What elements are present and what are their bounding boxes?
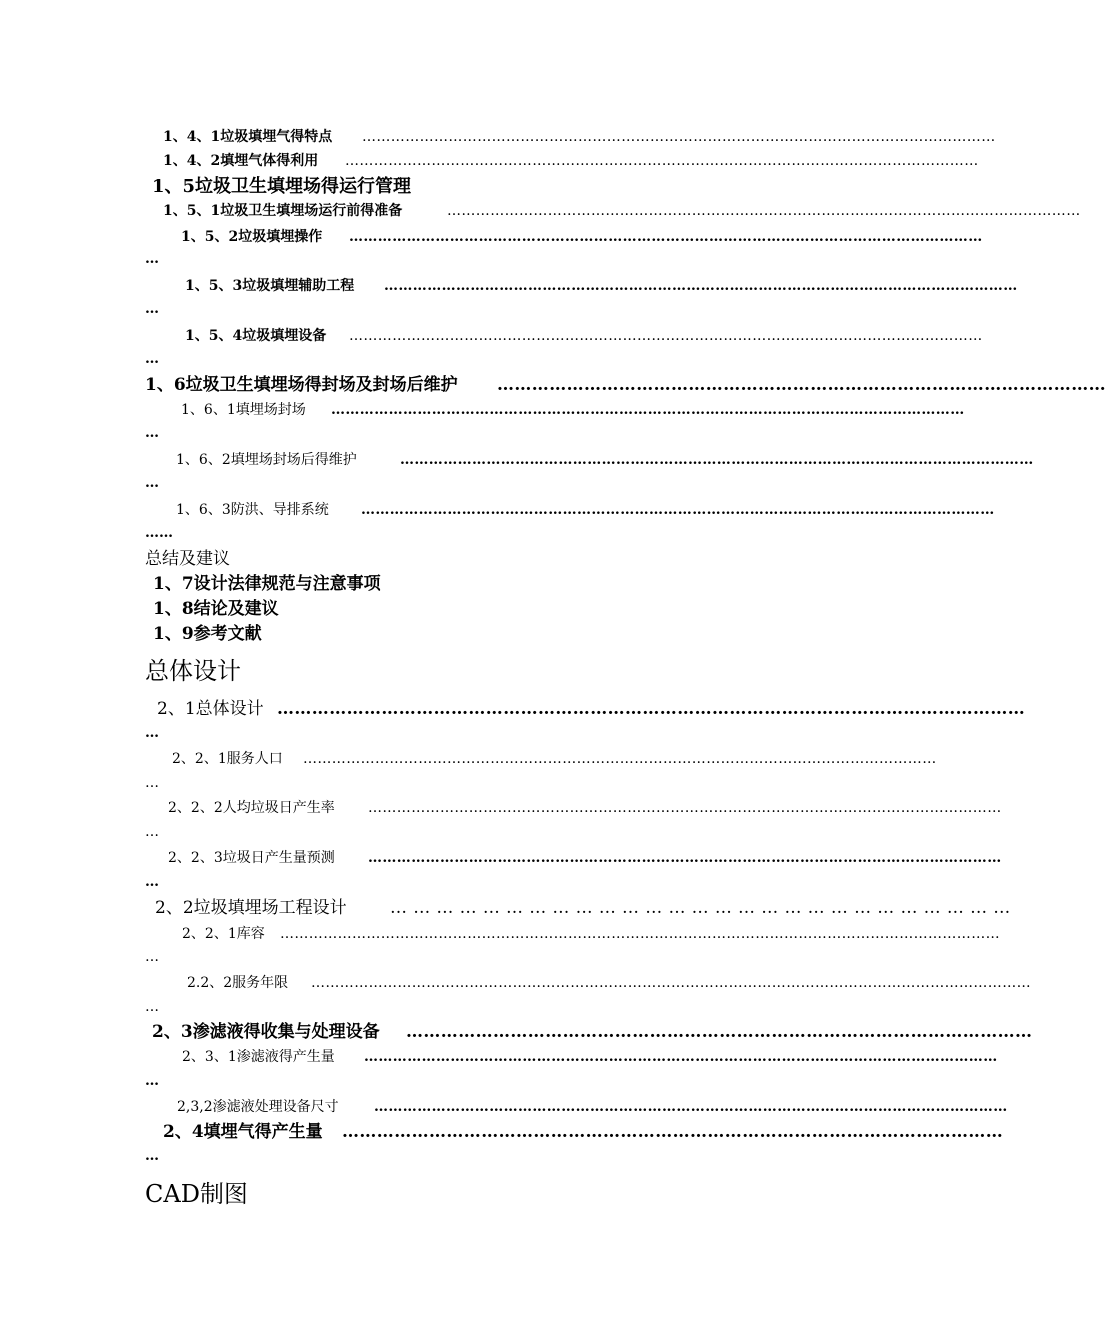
toc-entry: 1、4、1垃圾填埋气得特点	[163, 129, 333, 145]
leader-dots-cont: …	[145, 475, 159, 491]
leader-dots: ……………………………………………………………………………………………………………………	[331, 402, 965, 418]
leader-dots-cont: …	[145, 251, 159, 267]
toc-entry: 2、2、2人均垃圾日产生率	[168, 800, 335, 816]
leader-dots: ……………………………………………………………………………………………………………………	[374, 1099, 1008, 1115]
leader-dots-cont: …	[145, 775, 159, 791]
chapter-heading: CAD制图	[145, 1180, 248, 1208]
leader-dots-cont: ……	[145, 525, 173, 541]
leader-dots-cont: …	[145, 301, 159, 317]
leader-dots: ……………………………………………………………………………………………………………………	[400, 452, 1034, 468]
leader-dots-cont: …	[145, 425, 159, 441]
leader-dots: ……………………………………………………………………………………………………………………	[384, 278, 1018, 294]
toc-entry: 2、2、3垃圾日产生量预测	[168, 850, 335, 866]
toc-entry: 1、4、2填埋气体得利用	[163, 153, 319, 169]
leader-dots: ……………………………………………………………………………………………………	[342, 1122, 1004, 1142]
section-heading: 总结及建议	[145, 549, 230, 569]
toc-heading: 2、2垃圾填埋场工程设计	[155, 898, 347, 918]
leader-dots-cont: …	[145, 999, 159, 1015]
toc-heading: 2、4填埋气得产生量	[163, 1122, 323, 1142]
toc-entry: 1、5、1垃圾卫生填埋场运行前得准备	[163, 203, 403, 219]
leader-dots: ……………………………………………………………………………………………………………………	[447, 203, 1081, 219]
leader-dots: ……………………………………………………………………………………………………………………	[361, 502, 995, 518]
toc-heading: 2、3渗滤液得收集与处理设备	[152, 1022, 380, 1042]
toc-heading: 1、6垃圾卫生填埋场得封场及封场后维护	[145, 375, 458, 395]
leader-dots-cont: …	[145, 874, 159, 890]
leader-dots: ……………………………………………………………………………………………………………………	[362, 129, 996, 145]
leader-dots: ……………………………………………………………………………………………………………………	[349, 328, 983, 344]
leader-dots: ………………………………………………………………………………………………	[406, 1022, 1033, 1042]
toc-entry: 2、2、1服务人口	[172, 751, 283, 767]
leader-dots: ……………………………………………………………………………………………………………………	[349, 229, 983, 245]
toc-entry: 1、5、3垃圾填埋辅助工程	[185, 278, 355, 294]
leader-dots: ……………………………………………………………………………………………………………………………………	[311, 975, 1031, 991]
leader-dots: ……………………………………………………………………………………………………………………	[364, 1049, 998, 1065]
toc-heading: 1、8结论及建议	[153, 599, 279, 619]
toc-entry: 2、2、1库容	[182, 926, 265, 942]
leader-dots-cont: …	[145, 824, 159, 840]
toc-entry: 1、6、1填埋场封场	[181, 402, 306, 418]
leader-dots: ……………………………………………………………………………………………………………………	[303, 751, 937, 767]
toc-entry: 1、5、2垃圾填埋操作	[181, 229, 323, 245]
toc-entry: 1、5、4垃圾填埋设备	[185, 328, 327, 344]
leader-dots: ……………………………………………………………………………………………	[497, 375, 1106, 395]
leader-dots: ……………………………………………………………………………………………………………………………………	[280, 926, 1000, 942]
toc-entry: 1、6、2填埋场封场后得维护	[176, 452, 357, 468]
toc-entry: 2、3、1渗滤液得产生量	[182, 1049, 335, 1065]
toc-entry: 2.2、2服务年限	[187, 975, 289, 991]
leader-dots-cont: …	[145, 1073, 159, 1089]
leader-dots: ……………………………………………………………………………………………………………………	[345, 153, 979, 169]
toc-heading: 1、9参考文献	[153, 624, 262, 644]
toc-entry: 2,3,2渗滤液处理设备尺寸	[177, 1099, 339, 1115]
toc-entry: 1、6、3防洪、导排系统	[176, 502, 329, 518]
toc-heading: 1、7设计法律规范与注意事项	[153, 574, 381, 594]
leader-dots: ……………………………………………………………………………………………………………………	[368, 850, 1002, 866]
leader-dots: …………………………………………………………………………………………………………………	[277, 699, 1026, 719]
leader-dots: ……………………………………………………………………………………………………………………	[368, 800, 1002, 816]
leader-dots-cont: …	[145, 351, 159, 367]
leader-dots-cont: …	[145, 949, 159, 965]
toc-heading: 1、5垃圾卫生填埋场得运行管理	[152, 176, 412, 197]
leader-dots: … … … … … … … … … … … … … … … … … … … … … … … … … … …	[390, 898, 1011, 918]
leader-dots-cont: …	[145, 725, 159, 741]
leader-dots-cont: …	[145, 1148, 159, 1164]
toc-heading: 2、1总体设计	[157, 699, 264, 719]
chapter-heading: 总体设计	[145, 657, 241, 685]
